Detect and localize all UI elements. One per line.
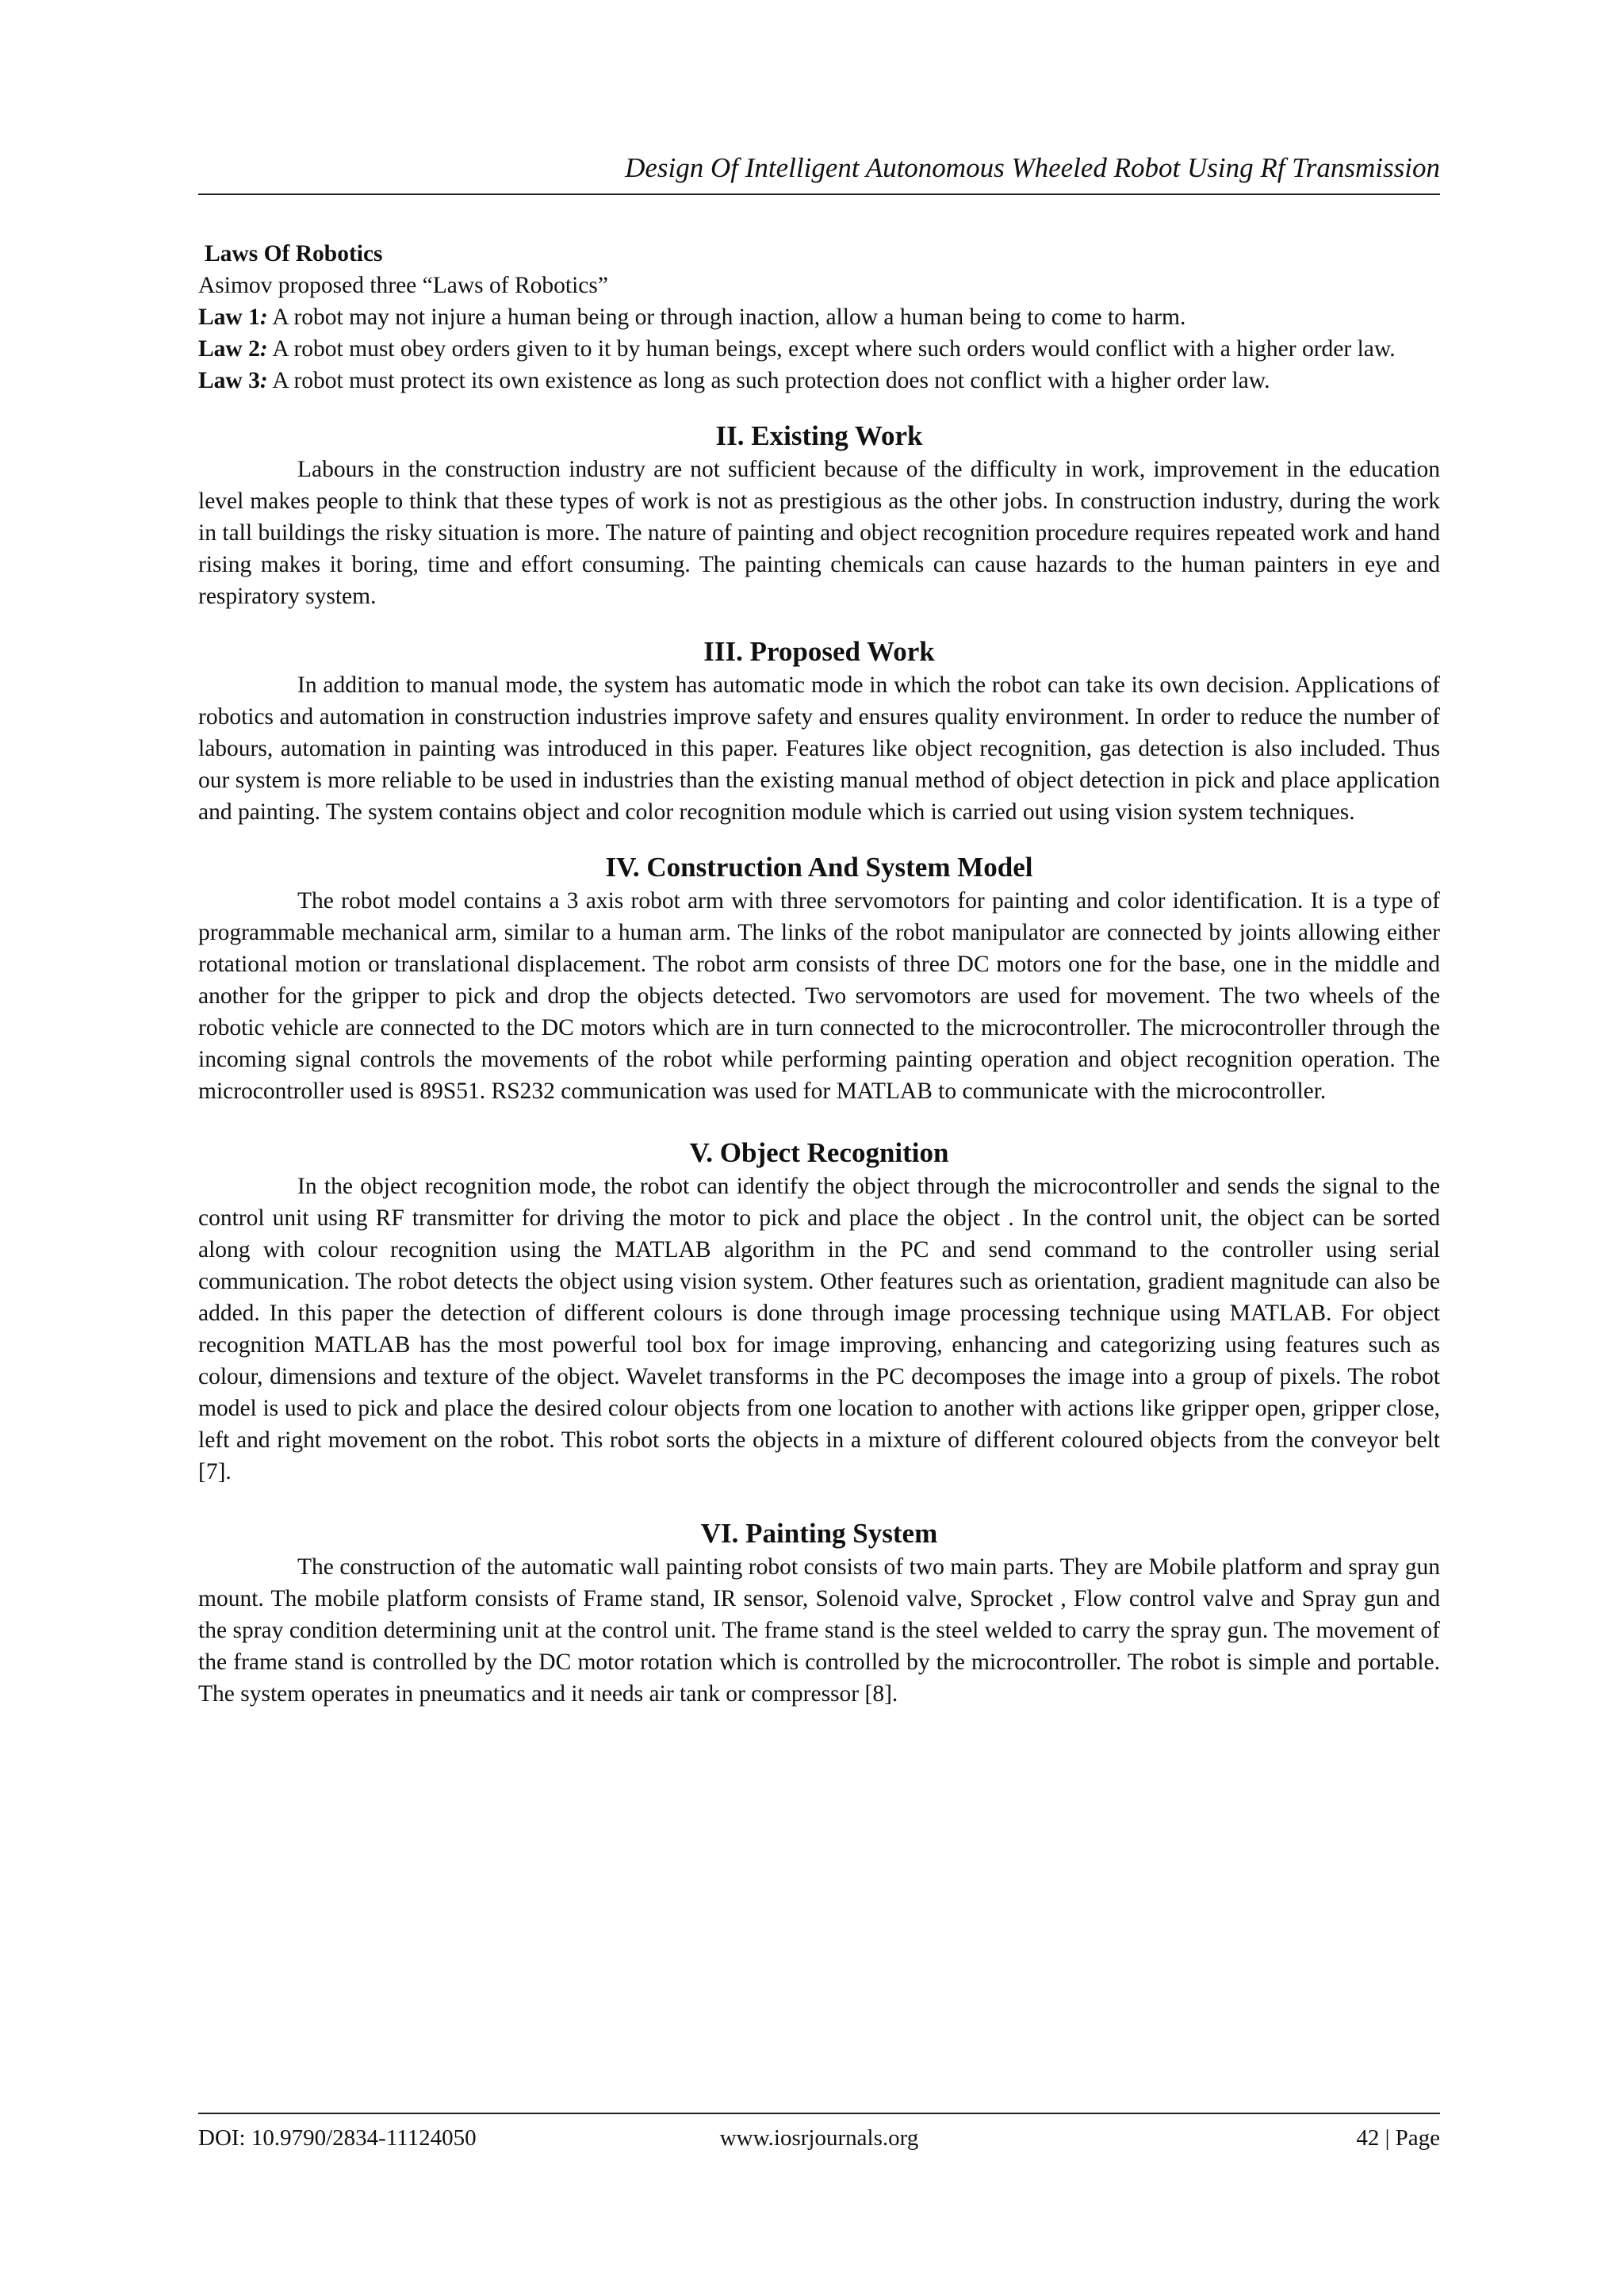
page-footer — [198, 2121, 1440, 2155]
footer-doi: DOI: 10.9790/2834-11124050 — [198, 2125, 477, 2151]
law-text: A robot must protect its own existence as long as such protection does not conflict with a higher order law. — [267, 368, 1270, 393]
laws-title: Laws Of Robotics — [205, 241, 383, 266]
section-title-painting-system: VI. Painting System — [700, 1518, 938, 1549]
section-title-proposed-work: III. Proposed Work — [703, 636, 935, 667]
footer-rule — [198, 2113, 1440, 2114]
section-title-existing-work: II. Existing Work — [715, 420, 923, 451]
section-body-painting-system: The construction of the automatic wall painting robot consists of two main parts. They are Mobile platform and spray gun mount. The mobile platform consists of Frame stand, IR sensor, Solenoid valve, Sprocket , Flow control valve and Spray gun and the spray condition determining unit at the control unit. The frame stand is the steel welded to carry the spray gun. The movement of the frame stand is controlled by the DC motor rotation which is controlled by the microcontroller. The robot is simple and portable. The system operates in pneumatics and it needs air tank or compressor [8]. — [198, 1554, 1440, 1707]
law-item — [198, 333, 1440, 365]
law-item — [198, 365, 1440, 397]
article-body — [198, 238, 1440, 1710]
law-text: A robot must obey orders given to it by human beings, except where such orders would conflict with a higher order law. — [267, 336, 1396, 362]
law-label: Law 3 — [198, 368, 260, 393]
section-body-construction-model: The robot model contains a 3 axis robot arm with three servomotors for painting and color identification. It is a type of programmable mechanical arm, similar to a human arm. The links of the robot manipulator are connected by joints allowing either rotational motion or translational displacement. The robot arm consists of three DC motors one for the base, one in the middle and another for the gripper to pick and drop the objects detected. Two servomotors are used for movement. The two wheels of the robotic vehicle are connected to the DC motors which are in turn connected to the microcontroller. The microcontroller through the incoming signal controls the movements of the robot while performing painting operation and object recognition operation. The microcontroller used is 89S51. RS232 communication was used for MATLAB to communicate with the microcontroller. — [198, 888, 1440, 1104]
section-body-object-recognition: In the object recognition mode, the robot can identify the object through the microcontroller and sends the signal to the control unit using RF transmitter for driving the motor to pick and place the object . In the control unit, the object can be sorted along with colour recognition using the MATLAB algorithm in the PC and send command to the controller using serial communication. The robot detects the object using vision system. Other features such as orientation, gradient magnitude can also be added. In this paper the detection of different colours is done through image processing technique using MATLAB. For object recognition MATLAB has the most powerful tool box for image improving, enhancing and categorizing using features such as colour, dimensions and texture of the object. Wavelet transforms in the PC decomposes the image into a group of pixels. The robot model is used to pick and place the desired colour objects from one location to another with actions like gripper open, gripper close, left and right movement on the robot. This robot sorts the objects in a mixture of different coloured objects from the conveyor belt [7]. — [198, 1174, 1440, 1485]
law-label: Law 2 — [198, 336, 260, 362]
law-label: Law 1 — [198, 305, 260, 330]
running-header: Design Of Intelligent Autonomous Wheeled Robot Using Rf Transmission — [625, 152, 1440, 183]
section-body-proposed-work: In addition to manual mode, the system has automatic mode in which the robot can take its own decision. Applications of robotics and automation in construction industries improve safety and ensures quality environment. In order to reduce the number of labours, automation in painting was introduced in this paper. Features like object recognition, gas detection is also included. Thus our system is more reliable to be used in industries than the existing manual method of object detection in pick and place application and painting. The system contains object and color recognition module which is carried out using vision system techniques. — [198, 672, 1440, 825]
section-title-construction-model: IV. Construction And System Model — [605, 852, 1033, 883]
footer-page-number: 42 | Page — [1356, 2125, 1440, 2151]
law-colon: : — [259, 336, 268, 362]
law-colon: : — [259, 305, 268, 330]
section-body-existing-work: Labours in the construction industry are not sufficient because of the difficulty in work, improvement in the education level makes people to think that these types of work is not as prestigious as the other jobs. In construction industry, during the work in tall buildings the risky situation is more. The nature of painting and object recognition procedure requires repeated work and hand rising makes it boring, time and effort consuming. The painting chemicals can cause hazards to the human painters in eye and respiratory system. — [198, 457, 1440, 609]
header-rule — [198, 193, 1440, 195]
law-text: A robot may not injure a human being or through inaction, allow a human being to come to harm. — [267, 305, 1186, 330]
law-item — [198, 301, 1440, 333]
law-colon: : — [259, 368, 268, 393]
footer-website: www.iosrjournals.org — [719, 2125, 919, 2151]
laws-intro: Asimov proposed three “Laws of Robotics” — [198, 273, 608, 298]
section-title-object-recognition: V. Object Recognition — [689, 1137, 949, 1168]
